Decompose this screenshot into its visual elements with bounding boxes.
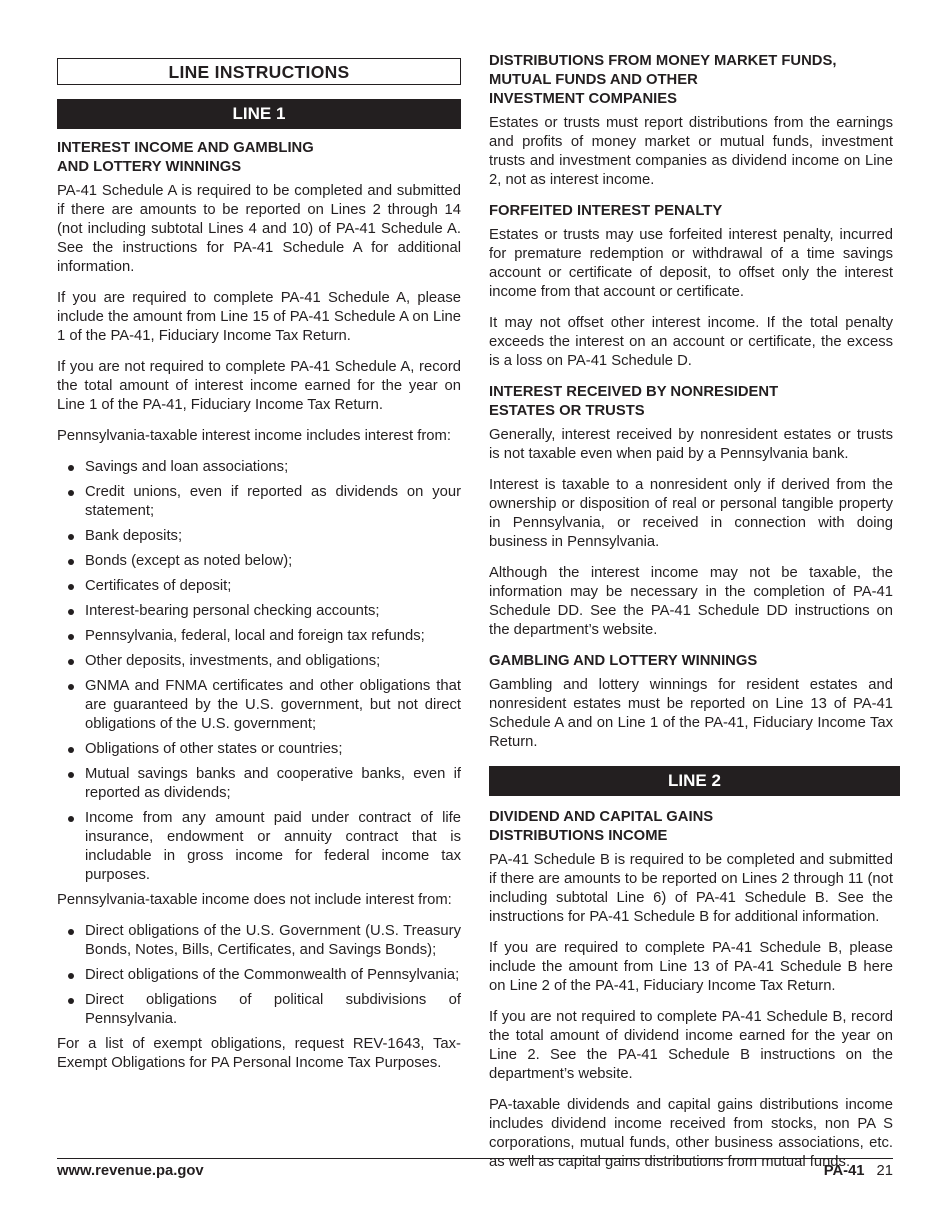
list-item: Bank deposits; [57, 527, 461, 546]
page-number-block [824, 1161, 893, 1181]
list-item: Direct obligations of the Commonwealth of Pennsylvania; [57, 966, 461, 985]
paragraph: If you are not required to complete PA-41 Schedule B, record the total amount of dividend income earned for the year on Line 2. See the PA-41 Schedule B instructions on the department’s website. [489, 1009, 893, 1082]
paragraph: Estates or trusts may use forfeited interest penalty, incurred for premature redemption or withdrawal of a time savings account or certificate of deposit, to offset only the interest income from that account or certificate. [489, 227, 893, 300]
form-name: PA-41 [823, 1163, 865, 1179]
paragraph: Although the interest income may not be taxable, the information may be necessary in the completion of PA-41 Schedule DD. See the PA-41 Schedule DD instructions on the department’s website. [489, 565, 893, 638]
paragraph: For a list of exempt obligations, request REV-1643, Tax-Exempt Obligations for PA Personal Income Tax Purposes. [57, 1036, 461, 1071]
paragraph: Pennsylvania-taxable interest income includes interest from: [57, 428, 451, 444]
list-item: Mutual savings banks and cooperative banks, even if reported as dividends; [57, 765, 461, 803]
list-item: Income from any amount paid under contract of life insurance, endowment or annuity contract that is includable in gross income for federal income tax purposes. [57, 809, 461, 885]
nonresident-interest-heading: INTEREST RECEIVED BY NONRESIDENT ESTATES OR TRUSTS [489, 384, 779, 419]
paragraph: If you are not required to complete PA-41 Schedule A, record the total amount of interest income earned for the year on Line 1 of the PA-41, Fiduciary Income Tax Return. [57, 359, 461, 413]
website-link[interactable]: www.revenue.pa.gov [57, 1163, 204, 1179]
list-item: Certificates of deposit; [57, 577, 461, 596]
left-column [57, 52, 461, 1085]
list-item: GNMA and FNMA certificates and other obligations that are guaranteed by the U.S. government, but not direct obligations of the U.S. government; [57, 677, 461, 734]
list-item: Bonds (except as noted below); [57, 552, 461, 571]
dividend-heading: DIVIDEND AND CAPITAL GAINS DISTRIBUTIONS INCOME [489, 809, 714, 844]
list-item: Direct obligations of the U.S. Government (U.S. Treasury Bonds, Notes, Bills, Certificates, and Savings Bonds); [57, 922, 461, 960]
list-item: Interest-bearing personal checking accounts; [57, 602, 461, 621]
line-2-bar: LINE 2 [489, 766, 900, 796]
line-1-bar: LINE 1 [57, 99, 461, 129]
paragraph: PA-taxable dividends and capital gains distributions income includes dividend income received from stocks, non PA S corporations, mutual funds, other business associations, etc. as well as capital gains distributions from mutual funds. [489, 1097, 893, 1170]
paragraph: If you are required to complete PA-41 Schedule B, please include the amount from Line 13 of PA-41 Schedule B here on Line 2 of the PA-41, Fiduciary Income Tax Return. [489, 940, 893, 994]
forfeited-interest-heading: FORFEITED INTEREST PENALTY [489, 203, 723, 219]
right-column [489, 52, 893, 1184]
list-item: Savings and loan associations; [57, 458, 461, 477]
paragraph: If you are required to complete PA-41 Schedule A, please include the amount from Line 15 of PA-41 Schedule A on Line 1 of the PA-41, Fiduciary Income Tax Return. [57, 290, 461, 344]
paragraph: PA-41 Schedule B is required to be completed and submitted if there are amounts to be reported on Lines 2 through 11 (not including subtotal Line 6) of PA-41 Schedule B. See the instructions for PA-41 Schedule B for additional information. [489, 852, 893, 925]
paragraph: It may not offset other interest income. If the total penalty exceeds the interest on an account or certificate, the excess is a loss on PA-41 Schedule D. [489, 315, 893, 369]
list-item: Obligations of other states or countries; [57, 740, 461, 759]
paragraph: Pennsylvania-taxable income does not include interest from: [57, 892, 452, 908]
distributions-heading: DISTRIBUTIONS FROM MONEY MARKET FUNDS, MUTUAL FUNDS AND OTHER INVESTMENT COMPANIES [489, 53, 837, 107]
gambling-heading: GAMBLING AND LOTTERY WINNINGS [489, 653, 758, 669]
list-item: Direct obligations of political subdivisions of Pennsylvania. [57, 991, 461, 1029]
list-item: Pennsylvania, federal, local and foreign tax refunds; [57, 627, 461, 646]
taxable-interest-list [57, 458, 461, 885]
paragraph: Interest is taxable to a nonresident only if derived from the ownership or disposition of real or personal tangible property in Pennsylvania, or received in connection with doing business in Pennsylvania. [489, 477, 893, 550]
paragraph: Gambling and lottery winnings for resident estates and nonresident estates must be reported on Line 13 of PA-41 Schedule A and on Line 1 of the PA-41, Fiduciary Income Tax Return. [489, 677, 893, 750]
interest-income-heading: INTEREST INCOME AND GAMBLING AND LOTTERY WINNINGS [57, 140, 314, 175]
paragraph: Generally, interest received by nonresident estates or trusts is not taxable even when paid by a Pennsylvania bank. [489, 427, 893, 462]
list-item: Credit unions, even if reported as dividends on your statement; [57, 483, 461, 521]
page-footer [57, 1158, 893, 1181]
paragraph: PA-41 Schedule A is required to be completed and submitted if there are amounts to be reported on Lines 2 through 14 (not including subtotal Lines 4 and 10) of PA-41 Schedule A. See the instructions for PA-41 Schedule A for additional information. [57, 183, 461, 275]
section-title: LINE INSTRUCTIONS [57, 58, 461, 85]
page-number: 21 [876, 1163, 893, 1179]
non-taxable-interest-list [57, 922, 461, 1029]
list-item: Other deposits, investments, and obligations; [57, 652, 461, 671]
paragraph: Estates or trusts must report distributions from the earnings and profits of money market or mutual funds, investment trusts and investment companies as dividend income on Line 2, not as interest income. [489, 115, 893, 188]
